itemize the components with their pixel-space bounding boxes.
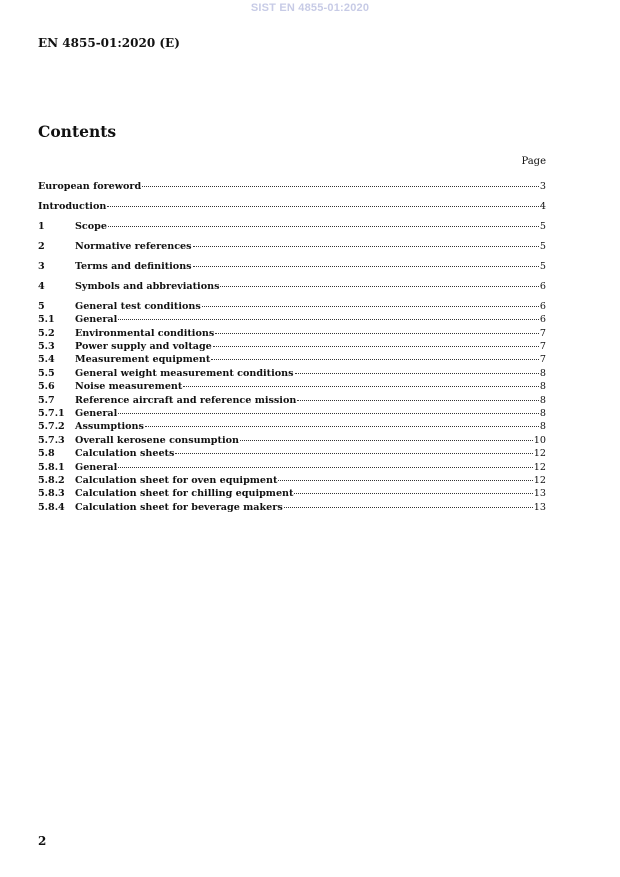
toc-entry-number: 5.8.2 bbox=[38, 474, 65, 486]
toc-entry-page: 10 bbox=[533, 434, 546, 446]
toc-entry-page: 6 bbox=[539, 280, 546, 292]
toc-entry[interactable] bbox=[38, 353, 546, 366]
toc-entry-number: 2 bbox=[38, 240, 45, 252]
toc-entry-title: Power supply and voltage bbox=[75, 341, 212, 353]
toc-entry-title: Symbols and abbreviations bbox=[75, 280, 220, 292]
toc-entry-number: 5 bbox=[38, 300, 45, 312]
dot-leader bbox=[295, 372, 539, 374]
toc-entry-title: General test conditions bbox=[75, 300, 201, 312]
toc-entry-number: 5.7.1 bbox=[38, 408, 65, 420]
toc-entry[interactable] bbox=[38, 340, 546, 353]
toc-entry-number: 5.7 bbox=[38, 394, 55, 406]
toc-entry-page: 8 bbox=[539, 367, 546, 379]
contents-title: Contents bbox=[38, 122, 117, 141]
toc-entry-page: 5 bbox=[539, 220, 546, 232]
toc-entry-number: 4 bbox=[38, 280, 45, 292]
dot-leader bbox=[118, 318, 539, 320]
toc-entry-page: 8 bbox=[539, 394, 546, 406]
toc-entry-page: 6 bbox=[539, 300, 546, 312]
toc-entry-title: General bbox=[75, 408, 118, 420]
toc-entry-title: General bbox=[75, 461, 118, 473]
dot-leader bbox=[118, 466, 532, 468]
toc-entry-number: 5.3 bbox=[38, 341, 55, 353]
toc-entry-number: 5.5 bbox=[38, 367, 55, 379]
toc-entry[interactable] bbox=[38, 327, 546, 340]
dot-leader bbox=[202, 305, 539, 307]
toc-entry-title: Calculation sheet for oven equipment bbox=[75, 474, 278, 486]
toc-entry[interactable] bbox=[38, 200, 546, 213]
toc-entry[interactable] bbox=[38, 447, 546, 460]
toc-entry-page: 3 bbox=[539, 181, 546, 192]
dot-leader bbox=[183, 385, 539, 387]
toc-entry-page: 8 bbox=[539, 408, 546, 420]
dot-leader bbox=[193, 265, 539, 267]
toc-entry-page: 5 bbox=[539, 240, 546, 252]
toc-entry-page: 12 bbox=[533, 461, 546, 473]
toc-entry[interactable] bbox=[38, 220, 546, 233]
toc-entry-number: 5.6 bbox=[38, 381, 55, 393]
toc-entry-number: 5.1 bbox=[38, 314, 55, 326]
dot-leader bbox=[297, 399, 539, 401]
toc-entry-number: 5.7.2 bbox=[38, 421, 65, 433]
toc-entry-number: 5.7.3 bbox=[38, 434, 65, 446]
toc-entry-page: 7 bbox=[539, 341, 546, 353]
toc-entry-title: Overall kerosene consumption bbox=[75, 434, 239, 446]
toc-entry-number: 5.8.3 bbox=[38, 488, 65, 500]
toc-entry[interactable] bbox=[38, 240, 546, 253]
dot-leader bbox=[175, 452, 532, 454]
dot-leader bbox=[107, 205, 539, 207]
toc-entry-page: 7 bbox=[539, 354, 546, 366]
toc-entry-page: 8 bbox=[539, 421, 546, 433]
toc-entry-number: 5.8 bbox=[38, 448, 55, 460]
toc-entry-title: Calculation sheet for beverage makers bbox=[75, 501, 283, 513]
toc-entry-page: 12 bbox=[533, 474, 546, 486]
toc-entry-page: 12 bbox=[533, 448, 546, 460]
toc-entry[interactable] bbox=[38, 367, 546, 380]
watermark: SIST EN 4855-01:2020 bbox=[250, 2, 370, 14]
toc-entry-title: Assumptions bbox=[75, 421, 144, 433]
toc-entry[interactable] bbox=[38, 380, 546, 393]
toc-entry-page: 13 bbox=[533, 501, 546, 513]
toc-entry-number: 5.2 bbox=[38, 327, 55, 339]
dot-leader bbox=[278, 479, 532, 481]
dot-leader bbox=[108, 225, 539, 227]
dot-leader bbox=[142, 185, 539, 187]
table-of-contents bbox=[38, 180, 546, 514]
document-id: EN 4855-01:2020 (E) bbox=[38, 36, 180, 50]
toc-entry-page: 8 bbox=[539, 381, 546, 393]
toc-entry[interactable] bbox=[38, 420, 546, 433]
toc-entry-page: 7 bbox=[539, 327, 546, 339]
dot-leader bbox=[284, 506, 533, 508]
toc-entry-title: Scope bbox=[75, 220, 107, 232]
toc-entry-number: 3 bbox=[38, 260, 45, 272]
toc-entry-title: Calculation sheets bbox=[75, 448, 175, 460]
toc-entry-number: 5.4 bbox=[38, 354, 55, 366]
toc-entry[interactable] bbox=[38, 434, 546, 447]
dot-leader bbox=[215, 332, 539, 334]
toc-entry-title: Introduction bbox=[38, 200, 107, 212]
toc-entry[interactable] bbox=[38, 461, 546, 474]
toc-entry-page: 4 bbox=[539, 200, 546, 212]
toc-entry[interactable] bbox=[38, 394, 546, 407]
dot-leader bbox=[145, 425, 539, 427]
dot-leader bbox=[211, 358, 539, 360]
toc-entry-number: 5.8.1 bbox=[38, 461, 65, 473]
toc-entry[interactable] bbox=[38, 300, 546, 313]
toc-entry-title: European foreword bbox=[38, 181, 142, 192]
toc-entry[interactable] bbox=[38, 260, 546, 273]
toc-entry-title: Calculation sheet for chilling equipment bbox=[75, 488, 294, 500]
page-column-label: Page bbox=[521, 156, 546, 167]
toc-entry-number: 5.8.4 bbox=[38, 501, 65, 513]
toc-entry-title: Normative references bbox=[75, 240, 192, 252]
toc-entry-title: General weight measurement conditions bbox=[75, 367, 294, 379]
dot-leader bbox=[193, 245, 539, 247]
page-number: 2 bbox=[38, 834, 47, 848]
dot-leader bbox=[220, 285, 538, 287]
toc-entry-page: 6 bbox=[539, 314, 546, 326]
toc-entry[interactable] bbox=[38, 474, 546, 487]
dot-leader bbox=[294, 492, 532, 494]
toc-entry[interactable] bbox=[38, 280, 546, 293]
dot-leader bbox=[213, 345, 539, 347]
toc-entry[interactable] bbox=[38, 180, 546, 193]
dot-leader bbox=[118, 412, 539, 414]
toc-entry-title: Environmental conditions bbox=[75, 327, 215, 339]
toc-entry[interactable] bbox=[38, 407, 546, 420]
toc-entry-title: Measurement equipment bbox=[75, 354, 211, 366]
dot-leader bbox=[240, 439, 533, 441]
toc-entry-title: Reference aircraft and reference mission bbox=[75, 394, 297, 406]
toc-entry[interactable] bbox=[38, 501, 546, 514]
toc-entry-page: 13 bbox=[533, 488, 546, 500]
toc-entry[interactable] bbox=[38, 487, 546, 500]
toc-entry-number: 1 bbox=[38, 220, 45, 232]
toc-entry-page: 5 bbox=[539, 260, 546, 272]
toc-entry-title: Terms and definitions bbox=[75, 260, 192, 272]
toc-entry[interactable] bbox=[38, 313, 546, 326]
toc-entry-title: General bbox=[75, 314, 118, 326]
toc-entry-title: Noise measurement bbox=[75, 381, 183, 393]
